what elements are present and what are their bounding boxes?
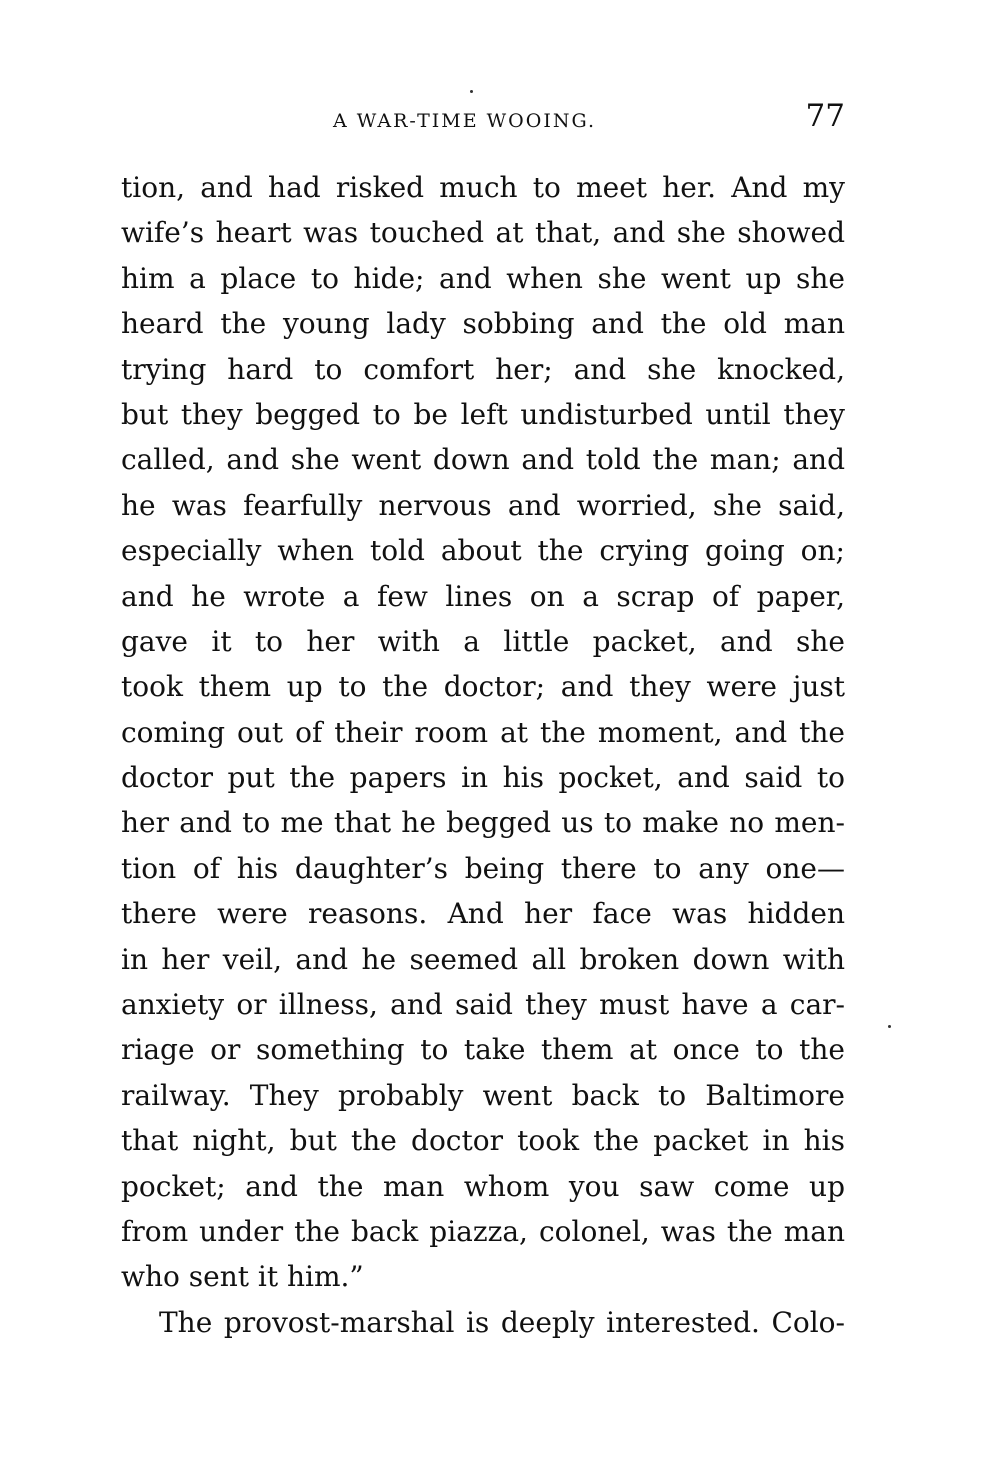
text-line: trying hard to comfort her; and she knocked, (121, 352, 845, 386)
text-line: coming out of their room at the moment, and the (121, 715, 845, 749)
scan-speck (888, 1025, 891, 1028)
text-line: there were reasons. And her face was hidden (121, 897, 845, 931)
text-line: riage or something to take them at once to the (121, 1033, 845, 1067)
text-line-paragraph-end: who sent it him.” (121, 1260, 364, 1294)
text-line: wife’s heart was touched at that, and she showed (121, 216, 845, 250)
text-line: her and to me that he begged us to make no men- (121, 806, 845, 840)
text-line: railway. They probably went back to Baltimore (121, 1078, 845, 1112)
text-line: tion, and had risked much to meet her. And my (121, 171, 845, 204)
body-text (121, 165, 845, 1345)
running-title: A WAR-TIME WOOING. (333, 110, 597, 132)
text-line: called, and she went down and told the man; and (121, 443, 845, 477)
text-line: pocket; and the man whom you saw come up (121, 1169, 845, 1203)
text-line: he was fearfully nervous and worried, she said, (121, 488, 845, 522)
text-line: took them up to the doctor; and they were just (121, 670, 845, 704)
text-line: but they begged to be left undisturbed until they (121, 397, 845, 431)
text-line: that night, but the doctor took the packet in his (121, 1124, 845, 1158)
text-line: heard the young lady sobbing and the old man (121, 307, 845, 341)
running-head (121, 98, 845, 138)
text-line: from under the back piazza, colonel, was the man (121, 1214, 845, 1248)
text-line: tion of his daughter’s being there to any one— (121, 851, 845, 885)
scan-speck (470, 90, 473, 93)
text-line: doctor put the papers in his pocket, and said to (121, 761, 845, 795)
text-line: gave it to her with a little packet, and she (121, 624, 845, 658)
text-line: him a place to hide; and when she went up she (121, 261, 845, 295)
text-line: especially when told about the crying going on; (121, 534, 845, 568)
text-line: and he wrote a few lines on a scrap of paper, (121, 579, 845, 613)
page-number: 77 (805, 98, 845, 134)
text-line: in her veil, and he seemed all broken down with (121, 942, 845, 976)
text-line: anxiety or illness, and said they must have a car- (121, 988, 845, 1022)
text-line-paragraph-start: The provost-marshal is deeply interested. Colo- (159, 1305, 845, 1339)
